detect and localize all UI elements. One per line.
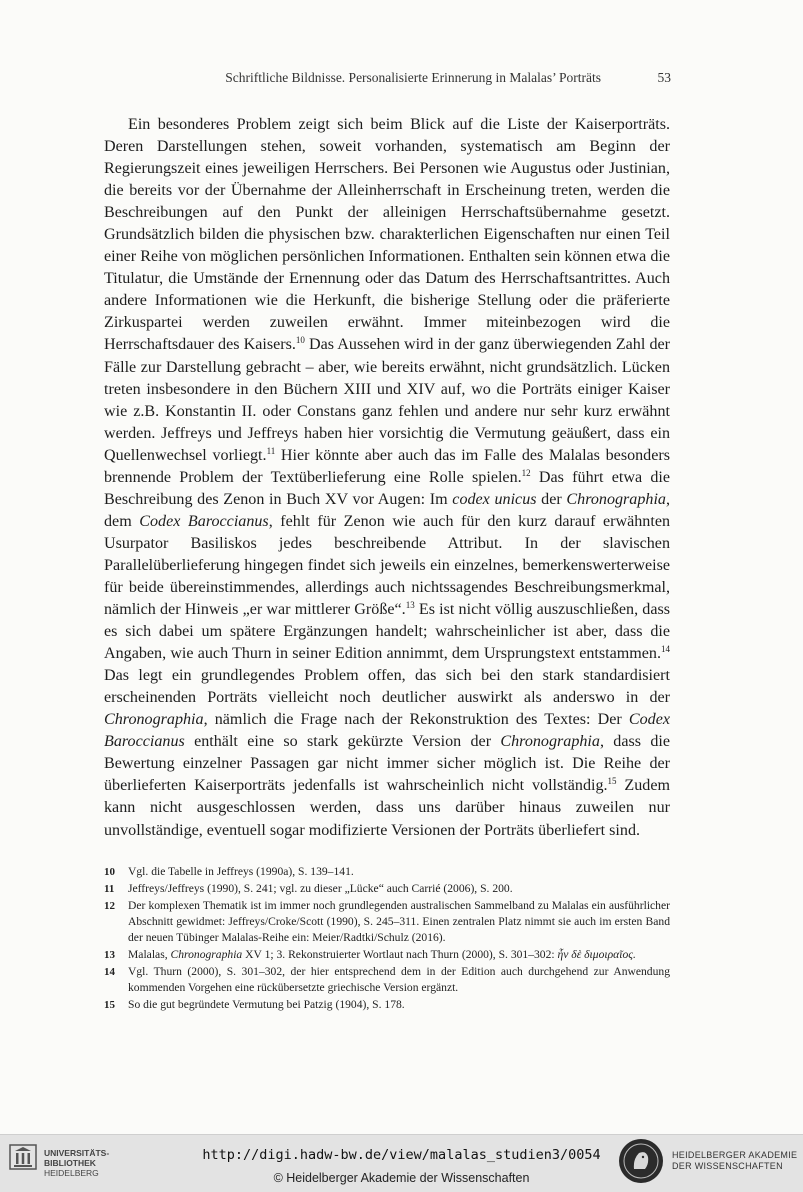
text-run: enthält eine so stark gekürzte Version der <box>184 733 501 751</box>
academy-name-line: DER WISSENSCHAFTEN <box>672 1161 783 1171</box>
footnote <box>104 881 670 897</box>
text-run: , dem <box>104 490 670 530</box>
text-run: Ein besonderes Problem zeigt sich beim Blick auf die Liste der Kaiserporträts. Deren Darstellungen stehen, soweit vorhanden, systematisch am Beginn der Regierungszeit eines jeweiligen Herrschers. Bei Personen wie Augustus oder Justinian, die bereits vor der Übernahme der Alleinherrschaft in Erscheinung treten, werden die Beschreibungen auf den Punkt der alleinigen Herrschaftsübernahme gesetzt. Grundsätzlich bilden die physischen bzw. charakterlichen Eigenschaften nur einen Teil einer Reihe von möglichen persönlichen Informationen. Enthalten sein können etwa die Titulatur, die Umstände der Ernennung oder das Datum des Herrschaftsantrittes. Auch andere Informationen wie die Herkunft, die bisherige Stellung oder die präferierte Zirkuspartei werden zuweilen erwähnt. Immer miteinbezogen wird die Herrschaftsdauer des Kaisers. <box>104 116 670 354</box>
text-run: Das legt ein grundlegendes Problem offen, das sich bei den stark standardisiert erscheinenden Porträts vielleicht noch deutlicher auswirkt als anderswo in der <box>104 667 670 707</box>
paragraph <box>104 114 670 842</box>
text-run: , dass die Bewertung einzelner Passagen gar nicht immer sicher möglich ist. Die Reihe der überlieferten Kaiserporträts jedenfalls ist wahrscheinlich nicht vollständig. <box>104 733 670 795</box>
footnote-text: So die gut begründete Vermutung bei Patzig (1904), S. 178. <box>128 998 405 1011</box>
academy-seal-icon[interactable] <box>619 1139 663 1183</box>
text-run: Das führt etwa die Beschreibung des Zenon in Buch XV vor Augen: Im <box>104 468 671 508</box>
ub-name-line: BIBLIOTHEK <box>44 1158 96 1168</box>
text-run: der <box>536 490 567 508</box>
footnotes <box>104 864 670 1014</box>
italic-term: codex unicus <box>452 490 537 508</box>
text-run: , nämlich die Frage nach der Rekonstruktion des Textes: Der <box>203 711 629 729</box>
ub-name-line: HEIDELBERG <box>44 1168 99 1178</box>
footnote-text: Jeffreys/Jeffreys (1990), S. 241; vgl. zu dieser „Lücke“ auch Carrié (2006), S. 200. <box>128 882 513 895</box>
footnote-number: 12 <box>104 900 115 912</box>
footnote-italic: Chronographia <box>170 948 243 961</box>
footnote <box>104 964 670 996</box>
running-title: Schriftliche Bildnisse. Personalisierte Erinnerung in Malalas’ Porträts <box>225 70 601 85</box>
footnote-text: Vgl. Thurn (2000), S. 301–302, der hier entsprechend dem in der Edition auch durchgehend zur Anwendung kommenden Vorgehen eine rückübersetzte griechische Version ergänzt. <box>128 965 670 994</box>
footnote-number: 11 <box>104 883 115 895</box>
text-run: Es ist nicht völlig auszuschließen, dass es sich dabei um spätere Ergänzungen handelt; wahrscheinlicher ist aber, dass die Angaben, wie auch Thurn in seiner Edition annimmt, dem Ursprungstext entstammen. <box>104 601 670 663</box>
italic-term: Codex Baroccianus <box>104 711 670 751</box>
footnote-text: Der komplexen Thematik ist im immer noch grundlegenden australischen Sammelband zu Malalas ein ausführlicher Abschnitt gewidmet: Jeffreys/Croke/Scott (1990), S. 245–311. Einen zentralen Platz nimmt sie auch im ersten Band der neuen Tübinger Malalas-Reihe ein: Meier/Radtki/Schulz (2016). <box>128 899 670 944</box>
italic-term: Chronographia <box>566 490 666 508</box>
footnote-number: 14 <box>104 966 115 978</box>
viewer-footer <box>0 1134 803 1192</box>
text-run: Zudem kann nicht ausgeschlossen werden, dass uns darüber hinaus zuweilen nur unvollständige, eventuell sogar modifizierte Versionen der Porträts überliefert sind. <box>104 777 670 839</box>
footnote-text: XV 1; 3. Rekonstruierter Wortlaut nach Thurn (2000), S. 301–302: <box>242 948 558 961</box>
footnote <box>104 947 670 963</box>
footnote-number: 13 <box>104 949 115 961</box>
footnote-number: 10 <box>104 866 115 878</box>
page-number: 53 <box>657 70 671 85</box>
copyright-notice: © Heidelberger Akademie der Wissenschaften <box>273 1171 530 1185</box>
footnote-ref-12[interactable]: 12 <box>521 467 531 478</box>
document-url-link[interactable]: http://digi.hadw-bw.de/view/malalas_studien3/0054 <box>202 1147 601 1163</box>
text-run: Das Aussehen wird in der ganz überwiegenden Zahl der Fälle zur Darstellung gebracht – aber, wie bereits erwähnt, nicht grundsätzlich. Lücken treten insbesondere in den Büchern XIII und XIV auf, wo die Porträts einiger Kaiser wie z.B. Konstantin II. oder Constans ganz fehlen und andere nur sehr kurz erwähnt werden. Jeffreys und Jeffreys haben hier vorsichtig die Vermutung geäußert, dass ein Quellenwechsel vorliegt. <box>104 336 670 464</box>
text-run: Hier könnte aber auch das im Falle des Malalas besonders brennende Problem der Textüberlieferung eine Rolle spielen. <box>104 446 670 486</box>
italic-term: Chronographia <box>104 711 204 729</box>
footnote-text: Vgl. die Tabelle in Jeffreys (1990a), S. 139–141. <box>128 865 354 878</box>
footnote-text: Malalas, <box>128 948 171 961</box>
footnote <box>104 864 670 880</box>
footnote-greek: ἦν δὲ διμοιραῖος. <box>557 948 636 961</box>
running-head <box>0 70 803 90</box>
main-text <box>104 114 670 842</box>
footnote-ref-14[interactable]: 14 <box>661 644 670 655</box>
italic-term: Codex Baroccianus <box>139 512 269 530</box>
footnote-ref-11[interactable]: 11 <box>266 445 276 456</box>
academy-name <box>672 1150 797 1172</box>
footnote-number: 15 <box>104 999 115 1011</box>
footnote <box>104 997 670 1013</box>
footnote-ref-10[interactable]: 10 <box>295 335 305 346</box>
text-run: , fehlt für Zenon wie auch für den kurz darauf erwähnten Usurpator Basiliskos jedes beschreibende Attribut. In der slavischen Parallelüberlieferung hingegen findet sich jeweils ein einzelnes, bemerkenswerterweise für beide übereinstimmendes, allerdings auch nichtssagendes Beschreibungsmerkmal, nämlich der Hinweis „er war mittlerer Größe“. <box>104 512 671 619</box>
footnote <box>104 898 670 946</box>
ub-name-line: UNIVERSITÄTS- <box>44 1148 110 1158</box>
academy-name-line: HEIDELBERGER AKADEMIE <box>672 1150 798 1160</box>
footnote-ref-13[interactable]: 13 <box>405 600 415 611</box>
italic-term: Chronographia <box>500 733 600 751</box>
footnote-ref-15[interactable]: 15 <box>607 776 617 787</box>
